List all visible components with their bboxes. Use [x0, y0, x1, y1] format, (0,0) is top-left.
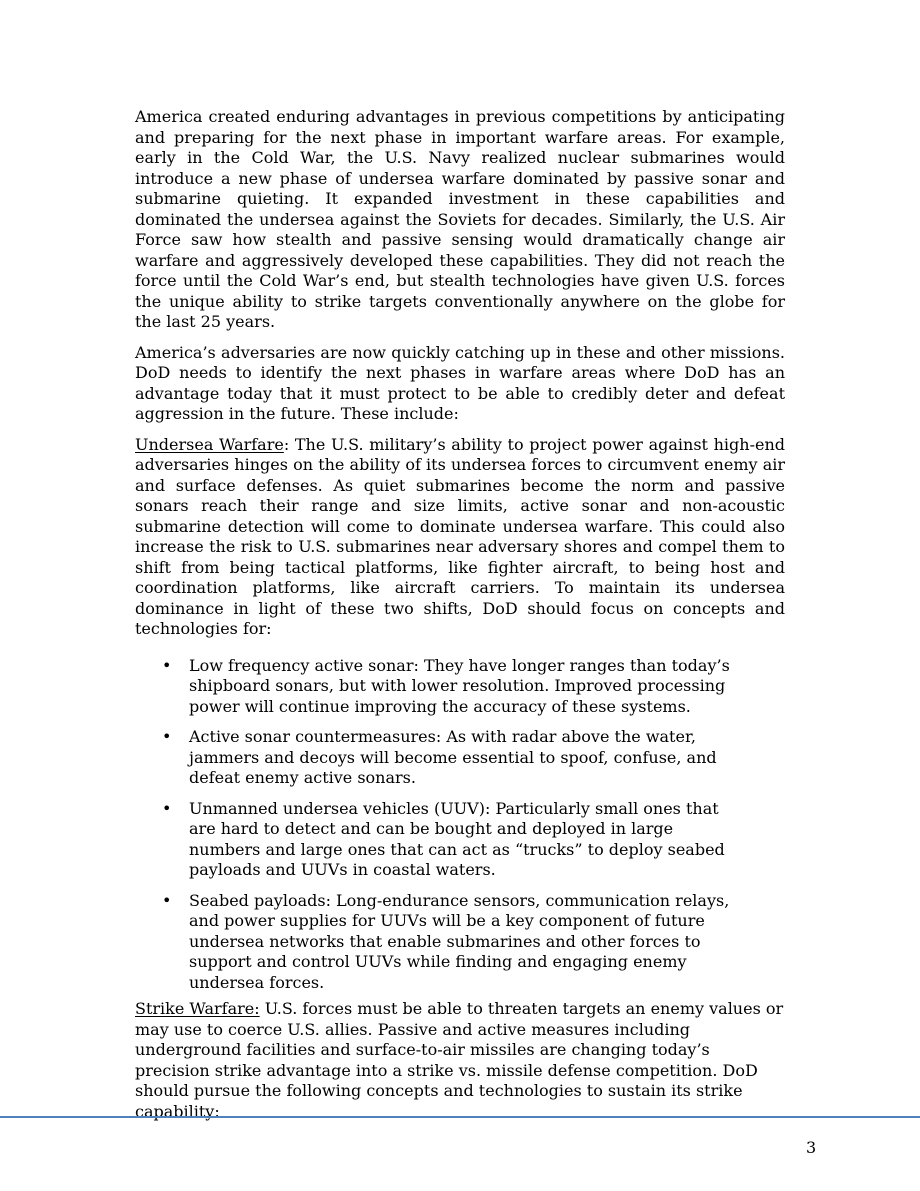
undersea-warfare-heading: Undersea Warfare: [135, 434, 284, 454]
footer-rule: [0, 1116, 920, 1118]
undersea-bullet-list: [135, 656, 785, 994]
intro-paragraph: America created enduring advantages in previous competitions by anticipating and preparing for the next phase in important warfare areas. For example, early in the Cold War, the U.S. Navy realized nuclear submarines would introduce a new phase of undersea warfare dominated by passive sonar and submarine quieting. It expanded investment in these capabilities and dominated the undersea against the Soviets for decades. Similarly, the U.S. Air Force saw how stealth and passive sensing would dramatically change air warfare and aggressively developed these capabilities. They did not reach the force until the Cold War’s end, but stealth technologies have given U.S. forces the unique ability to strike targets conventionally anywhere on the globe for the last 25 years.: [135, 107, 785, 331]
strike-warfare-heading: Strike Warfare:: [135, 999, 260, 1018]
page-number: 3: [806, 1138, 817, 1157]
list-item-text: Seabed payloads: Long-endurance sensors, communication relays, and power supplies for UUVs will be a key component of future undersea networks that enable submarines and other forces to support and control UUVs while finding and engaging enemy undersea forces.: [189, 890, 730, 992]
list-item: [135, 799, 735, 881]
undersea-warfare-body: : The U.S. military’s ability to project power against high-end adversaries hinges on the ability of its undersea forces to circumvent enemy air and surface defenses. As quiet submarines become the norm and passive sonars reach their range and size limits, active sonar and non-acoustic submarine detection will come to dominate undersea warfare. This could also increase the risk to U.S. submarines near adversary shores and compel them to shift from being tactical platforms, like fighter aircraft, to being host and coordination platforms, like aircraft carriers. To maintain its undersea dominance in light of these two shifts, DoD should focus on concepts and technologies for:: [135, 434, 785, 638]
bullet-icon: •: [162, 655, 172, 675]
document-body: [135, 107, 785, 1132]
list-item-text: Active sonar countermeasures: As with radar above the water, jammers and decoys will become essential to spoof, confuse, and defeat enemy active sonars.: [189, 727, 717, 787]
bullet-icon: •: [162, 727, 172, 746]
list-item: [135, 656, 735, 718]
strike-warfare-body: U.S. forces must be able to threaten targets an enemy values or may use to coerce U.S. allies. Passive and active measures including underground facilities and surface-to-air missiles are changing today’s precision strike advantage into a strike vs. missile defense competition. DoD should pursue the following concepts and technologies to sustain its strike capability:: [135, 999, 784, 1121]
list-item: [135, 727, 735, 789]
bullet-icon: •: [162, 798, 172, 818]
list-item-text: Low frequency active sonar: They have longer ranges than today’s shipboard sonars, but with lower resolution. Improved processing power will continue improving the accuracy of these systems.: [189, 655, 730, 716]
adversaries-paragraph: America’s adversaries are now quickly catching up in these and other missions. DoD needs to identify the next phases in warfare areas where DoD has an advantage today that it must protect to be able to credibly deter and defeat aggression in the future. These include:: [135, 342, 785, 423]
list-item: [135, 891, 735, 994]
strike-warfare-paragraph: [135, 999, 785, 1122]
bullet-icon: •: [162, 890, 172, 910]
list-item-text: Unmanned undersea vehicles (UUV): Particularly small ones that are hard to detect and can be bought and deployed in large numbers and large ones that can act as “trucks” to deploy seabed payloads and UUVs in coastal waters.: [189, 798, 725, 879]
undersea-warfare-paragraph: [135, 435, 785, 640]
